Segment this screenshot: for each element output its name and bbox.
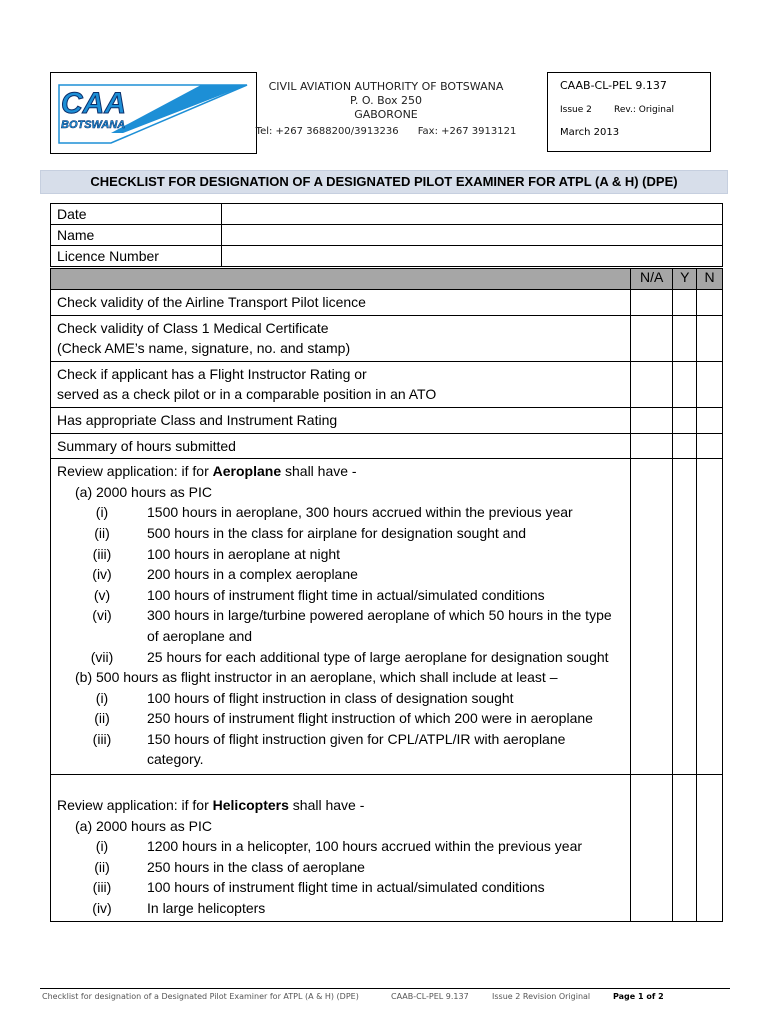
item-number: (iii) [92,879,112,896]
helicopter-intro-pre: Review application: if for [57,797,213,814]
list-item [57,857,624,878]
check-row-hours-summary [51,433,723,459]
item-number: (iii) [92,545,112,562]
n-checkbox[interactable] [697,775,723,922]
address-line-2: GABORONE [354,108,418,121]
na-checkbox[interactable] [630,315,672,361]
item-text: In large helicopters [147,900,266,917]
n-checkbox[interactable] [697,433,723,459]
list-item [57,877,624,898]
date-field[interactable] [222,204,723,225]
check-medical-line1: Check validity of Class 1 Medical Certificate [57,319,329,336]
aeroplane-requirements [51,459,631,775]
check-medical [51,315,631,361]
helicopter-intro-post: shall have - [288,797,365,814]
list-item [57,836,624,857]
item-number: (iii) [92,730,112,747]
name-label: Name [51,225,222,246]
item-number: (vii) [90,648,114,665]
check-rating: Has appropriate Class and Instrument Rating [51,407,631,433]
item-number: (v) [93,586,111,603]
aeroplane-intro [57,461,624,482]
item-number: (ii) [94,524,110,541]
list-item [57,523,624,544]
helicopter-a: (a) 2000 hours as PIC [75,817,212,834]
name-row [51,225,723,246]
item-number: (vi) [92,607,112,624]
applicant-info-table [50,203,723,267]
na-checkbox[interactable] [630,459,672,775]
list-item [57,708,624,729]
check-row-atpl-validity [51,290,723,316]
list-item [57,729,624,770]
list-item [57,688,624,709]
logo-text-top: CAA [61,87,126,120]
item-text: 100 hours of instrument flight time in actual/simulated conditions [147,879,545,896]
na-checkbox[interactable] [630,361,672,407]
aeroplane-b: (b) 500 hours as flight instructor in an aeroplane, which shall include at least – [75,669,558,686]
n-checkbox[interactable] [697,459,723,775]
item-text: 100 hours of instrument flight time in actual/simulated conditions [147,586,545,603]
licence-row [51,246,723,267]
col-na-header: N/A [630,269,672,290]
n-checkbox[interactable] [697,290,723,316]
issue-date: March 2013 [560,127,620,138]
item-text: 300 hours in large/turbine powered aeroplane of which 50 hours in the type of aeroplane and [147,607,612,644]
item-text: 100 hours of flight instruction in class of designation sought [147,689,514,706]
logo-text-bottom: BOTSWANA [61,119,126,131]
authority-name: CIVIL AVIATION AUTHORITY OF BOTSWANA [268,80,504,93]
y-checkbox[interactable] [673,315,697,361]
n-checkbox[interactable] [697,315,723,361]
y-checkbox[interactable] [673,407,697,433]
name-field[interactable] [222,225,723,246]
item-number: (iv) [92,566,112,583]
footer-issue: Issue 2 Revision Original [492,992,591,1001]
check-medical-line2: (Check AME’s name, signature, no. and stamp) [57,340,351,357]
helicopter-requirements [51,775,631,922]
check-instructor [51,361,631,407]
item-number: (i) [95,689,109,706]
footer-doc-title: Checklist for designation of a Designated Pilot Examiner for ATPL (A & H) (DPE) [42,992,359,1001]
list-item [57,564,624,585]
footer-page-number: Page 1 of 2 [613,992,664,1001]
helicopter-intro-bold: Helicopters [212,797,289,814]
na-checkbox[interactable] [630,407,672,433]
check-row-aeroplane [51,459,723,775]
check-atpl-validity: Check validity of the Airline Transport Pilot licence [51,290,631,316]
y-checkbox[interactable] [673,290,697,316]
item-text: 250 hours in the class of aeroplane [147,858,365,875]
n-checkbox[interactable] [697,407,723,433]
item-text: 25 hours for each additional type of large aeroplane for designation sought [147,648,609,665]
issue-number: Issue 2 [560,105,592,115]
y-checkbox[interactable] [673,459,697,775]
item-text: 250 hours of instrument flight instruction of which 200 were in aeroplane [147,710,593,727]
page-footer [40,988,730,1009]
date-label: Date [51,204,222,225]
list-item [57,605,624,646]
col-y-header: Y [673,269,697,290]
item-text: 100 hours in aeroplane at night [147,545,341,562]
list-item [57,502,624,523]
check-hours-summary: Summary of hours submitted [51,433,631,459]
item-text: 200 hours in a complex aeroplane [147,566,358,583]
licence-field[interactable] [222,246,723,267]
item-number: (iv) [92,900,112,917]
aeroplane-a: (a) 2000 hours as PIC [75,483,212,500]
na-checkbox[interactable] [630,290,672,316]
list-item [57,544,624,565]
aeroplane-intro-pre: Review application: if for [57,463,213,480]
checklist-table [50,268,723,922]
na-checkbox[interactable] [630,433,672,459]
y-checkbox[interactable] [673,775,697,922]
na-checkbox[interactable] [630,775,672,922]
n-checkbox[interactable] [697,361,723,407]
telephone: Tel: +267 3688200/3913236 [255,126,399,137]
footer-code: CAAB-CL-PEL 9.137 [391,992,469,1001]
item-number: (i) [95,504,109,521]
item-number: (ii) [94,858,110,875]
check-row-helicopter [51,775,723,922]
list-item [57,585,624,606]
document-control-box [547,72,711,152]
item-text: 1200 hours in a helicopter, 100 hours accrued within the previous year [147,838,583,855]
item-text: 150 hours of flight instruction given for CPL/ATPL/IR with aeroplane category. [147,730,566,768]
date-row [51,204,723,225]
item-text: 500 hours in the class for airplane for designation sought and [147,524,527,541]
helicopter-intro [57,795,624,816]
revision: Rev.: Original [614,105,674,115]
list-item [57,898,624,919]
aeroplane-intro-bold: Aeroplane [212,463,282,480]
check-row-rating [51,407,723,433]
item-number: (i) [95,838,109,855]
col-n-header: N [697,269,723,290]
page-title: CHECKLIST FOR DESIGNATION OF A DESIGNATED PILOT EXAMINER FOR ATPL (A & H) (DPE) [40,170,728,194]
fax: Fax: +267 3913121 [417,126,517,137]
aeroplane-intro-post: shall have - [281,463,357,480]
logo-frame [50,72,257,154]
item-number: (ii) [94,710,110,727]
item-text: 1500 hours in aeroplane, 300 hours accrued within the previous year [147,504,573,521]
check-instructor-line2: served as a check pilot or in a comparable position in an ATO [57,386,437,403]
y-checkbox[interactable] [673,361,697,407]
contact-line [255,125,517,139]
licence-label: Licence Number [51,246,222,267]
caa-logo [51,73,256,153]
list-item [57,647,624,668]
column-header-row [51,269,723,290]
document-code: CAAB-CL-PEL 9.137 [560,79,667,92]
address-line-1: P. O. Box 250 [349,94,423,107]
check-row-instructor [51,361,723,407]
check-row-medical [51,315,723,361]
y-checkbox[interactable] [673,433,697,459]
header-spacer [51,269,631,290]
authority-block [255,80,517,139]
check-instructor-line1: Check if applicant has a Flight Instructor Rating or [57,365,367,382]
